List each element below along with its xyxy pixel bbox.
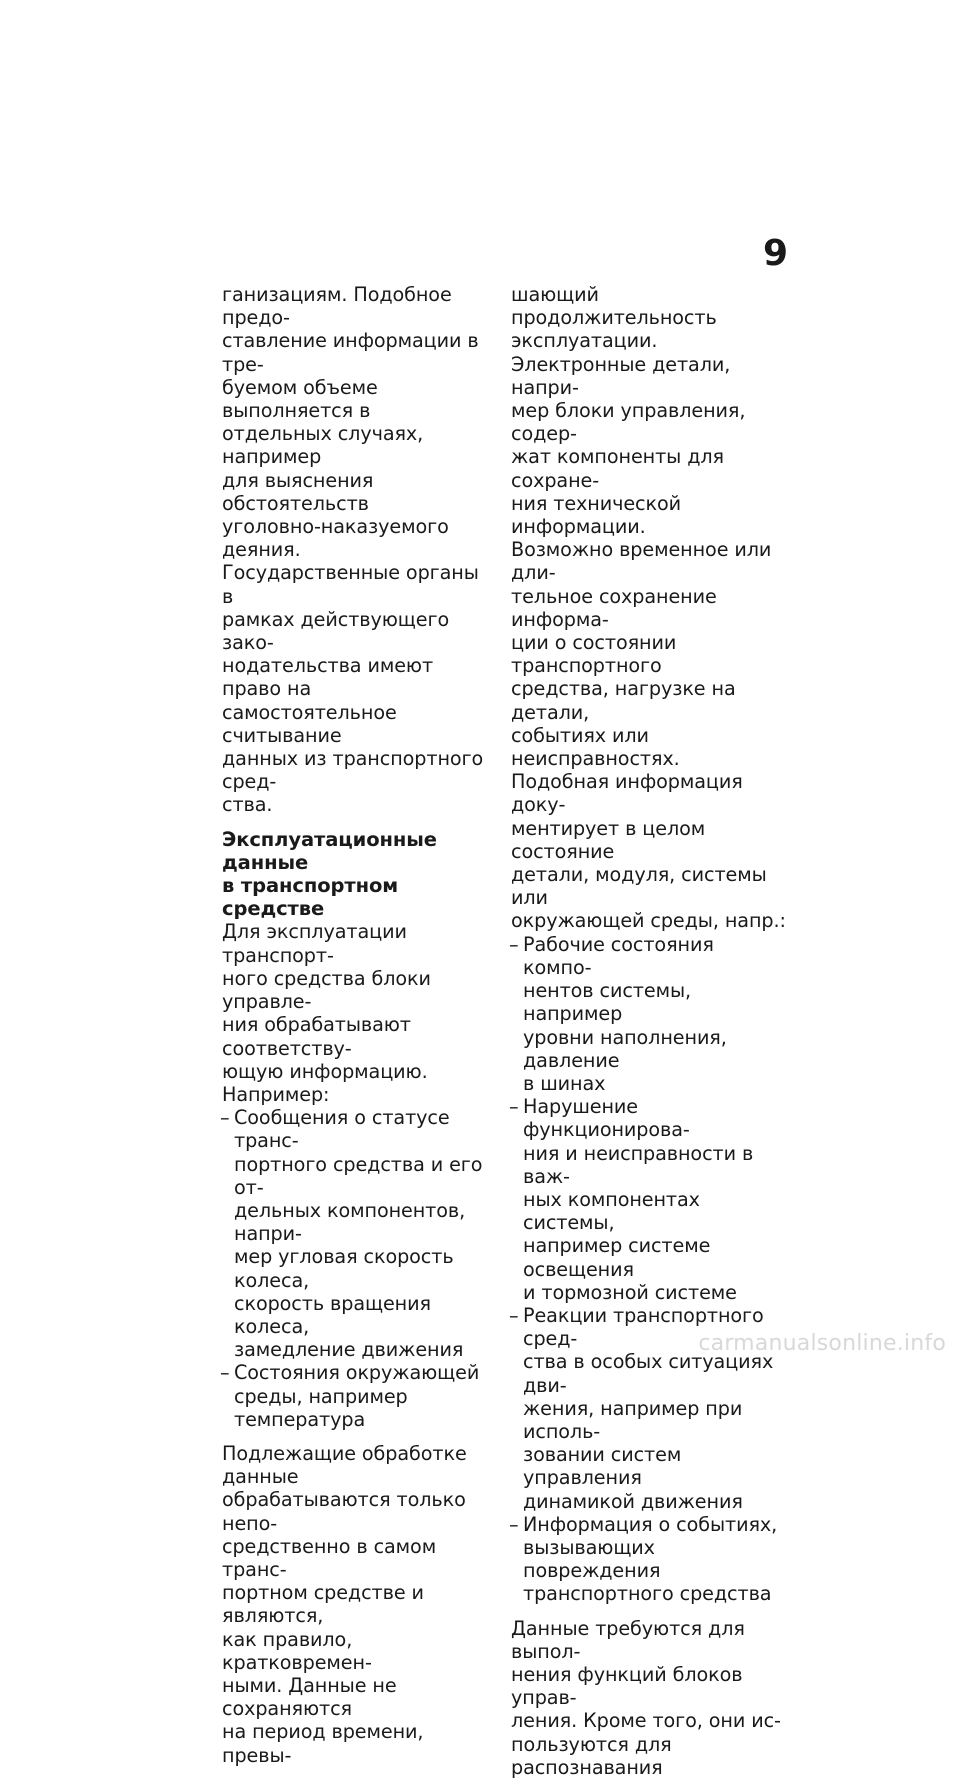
text-line: обрабатываются только непо-: [222, 1488, 466, 1535]
text-line: нения функций блоков управ-: [511, 1662, 743, 1710]
text-line: уголовно-наказуемого деяния.: [222, 515, 449, 562]
text-line: в шинах: [523, 1071, 606, 1095]
text-line: например системе освещения: [523, 1234, 711, 1281]
paragraph-electronic-parts: [511, 353, 786, 933]
text-line: зовании систем управления: [523, 1443, 682, 1490]
text-line: средственно в самом транс-: [222, 1534, 437, 1581]
text-line: и тормозной системе: [523, 1280, 737, 1304]
text-line: Информация о событиях,: [523, 1512, 778, 1536]
text-line: шающий продолжительность: [511, 283, 717, 330]
text-line: как правило, кратковремен-: [222, 1627, 372, 1674]
text-line: ства в особых ситуациях дви-: [523, 1350, 774, 1397]
text-line: на период времени, превы-: [222, 1720, 424, 1767]
text-line: тельное сохранение информа-: [511, 584, 717, 631]
paragraph-intro-continued: [222, 283, 494, 817]
paragraph-exceeding: [511, 283, 786, 353]
page-number: 9: [762, 233, 788, 274]
text-line: эксплуатации.: [511, 329, 658, 353]
text-line: ного средства блоки управле-: [222, 966, 431, 1014]
watermark: carmanualsonline.info: [698, 1331, 946, 1356]
text-line: Государственные органы в: [222, 561, 479, 608]
text-line: ления. Кроме того, они ис-: [511, 1709, 781, 1733]
text-line: скорость вращения колеса,: [234, 1291, 431, 1338]
text-line: Сообщения о статусе транс-: [234, 1106, 450, 1153]
list-item: [511, 1095, 786, 1304]
text-line: вызывающих повреждения: [523, 1535, 661, 1583]
list-item: [222, 1361, 494, 1431]
text-line: ментирует в целом состояние: [511, 816, 706, 863]
text-line: замедление движения: [234, 1338, 464, 1362]
text-line: жат компоненты для сохране-: [511, 445, 725, 492]
text-line: Реакции транспортного сред-: [523, 1303, 764, 1351]
text-line: портном средстве и являются,: [222, 1581, 424, 1628]
text-line: пользуются для распознавания: [511, 1732, 672, 1779]
list-item: [222, 1106, 494, 1361]
text-line: Возможно временное или дли-: [511, 538, 772, 585]
text-line: ния технической информации.: [511, 491, 681, 539]
text-line: Нарушение функционирова-: [523, 1095, 690, 1142]
text-line: жения, например при исполь-: [523, 1396, 743, 1443]
text-line: ганизациям. Подобное предо-: [222, 283, 452, 330]
text-line: ния и неисправности в важ-: [523, 1141, 754, 1188]
text-line: ства.: [222, 793, 273, 817]
text-line: средства, нагрузке на детали,: [511, 677, 736, 724]
text-line: Для эксплуатации транспорт-: [222, 920, 407, 967]
text-line: Подлежащие обработке данные: [222, 1441, 467, 1489]
text-line: нентов системы, например: [523, 979, 691, 1026]
text-line: отдельных случаях, например: [222, 422, 424, 469]
text-line: Подобная информация доку-: [511, 770, 743, 817]
text-line: ными. Данные не сохраняются: [222, 1673, 397, 1721]
text-line: самостоятельное считывание: [222, 700, 397, 747]
text-line: данных из транспортного сред-: [222, 747, 484, 794]
paragraph-operating-data: [222, 920, 494, 1082]
text-line: среды, например температура: [234, 1384, 408, 1431]
text-line: ющую информацию.: [222, 1059, 428, 1083]
example-list-left: [222, 1106, 494, 1431]
example-label: Например:: [222, 1082, 330, 1106]
text-line: транспортного средства: [523, 1582, 772, 1606]
text-line: ции о состоянии транспортного: [511, 631, 677, 678]
section-heading: [222, 828, 494, 921]
text-line: мер блоки управления, содер-: [511, 399, 746, 446]
text-line: Состояния окружающей: [234, 1361, 480, 1385]
text-line: ных компонентах системы,: [523, 1187, 700, 1235]
text-line: портного средства и его от-: [234, 1152, 483, 1199]
text-line: детали, модуля, системы или: [511, 863, 767, 910]
text-line: ния обрабатывают соответству-: [222, 1013, 411, 1060]
text-line: в транспортном средстве: [222, 874, 399, 921]
text-line: буемом объеме выполняется в: [222, 375, 378, 423]
text-line: уровни наполнения, давление: [523, 1025, 727, 1072]
example-list-right: [511, 933, 786, 1606]
text-line: дельных компонентов, напри-: [234, 1198, 466, 1246]
text-line: рамках действующего зако-: [222, 607, 450, 655]
text-line: событиях или неисправностях.: [511, 723, 680, 771]
text-line: динамикой движения: [523, 1489, 743, 1513]
text-line: окружающей среды, напр.:: [511, 909, 786, 933]
list-item: [511, 933, 786, 1095]
paragraph-data-required: [511, 1617, 786, 1779]
text-line: Эксплуатационные данные: [222, 827, 437, 874]
paragraph-processing: [222, 1442, 494, 1767]
text-line: для выяснения обстоятельств: [222, 468, 374, 515]
text-line: Электронные детали, напри-: [511, 352, 731, 399]
right-column: [511, 283, 786, 1779]
text-line: нодательства имеют право на: [222, 654, 434, 701]
text-line: мер угловая скорость колеса,: [234, 1245, 454, 1292]
text-line: Данные требуются для выпол-: [511, 1616, 745, 1663]
text-line: ставление информации в тре-: [222, 329, 479, 376]
list-item: [511, 1513, 786, 1606]
text-line: Рабочие состояния компо-: [523, 932, 714, 979]
left-column: [222, 283, 494, 1767]
